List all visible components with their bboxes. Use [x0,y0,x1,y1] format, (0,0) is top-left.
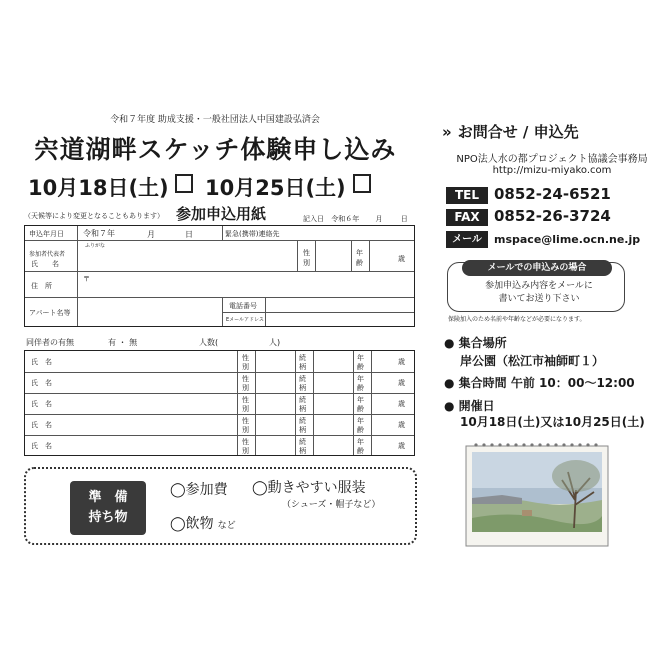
page-title: 宍道湖畔スケッチ体験申し込み [33,135,397,164]
companion-age-label-2: 齢 [357,426,364,434]
mail-instruction-line2: 書いてお送り下さい [498,294,580,304]
sketch-illustration [462,440,612,548]
companion-age-label-1: 年 [357,396,364,404]
companion-table [24,350,415,456]
website-link[interactable]: http://mizu-miyako.com [492,165,612,176]
companion-age-label-2: 齢 [357,363,364,371]
fax-number: 0852-26-3724 [494,207,611,225]
companion-sex-label-2: 別 [242,363,249,371]
companion-sex-label-2: 別 [242,405,249,413]
representative-name-label: 氏 名 [31,260,59,268]
item-drink [170,513,236,533]
address-label: 住 所 [31,282,52,290]
companion-name-label: 氏 名 [31,358,52,366]
companion-age-label-1: 年 [357,417,364,425]
meeting-time-value: 午前 10：00〜12:00 [510,376,635,390]
email-link[interactable]: mspace@lime.ocn.ne.jp [494,233,641,246]
items-badge-line2: 持ち物 [88,510,128,525]
items-badge-line1: 準 備 [88,490,128,505]
item-drink-label: ◯飲物 [170,516,214,532]
companion-sex-label-1: 性 [242,417,249,425]
companion-sex-label-2: 別 [242,447,249,455]
companion-age-label-2: 齢 [357,447,364,455]
apply-month: 月 [147,230,155,239]
postal-mark: 〒 [83,275,90,283]
companion-rel-label-2: 柄 [299,405,306,413]
apply-date-value[interactable]: 令和７年 [83,229,115,238]
event-dates: 10月18日(土)又は10月25日(土) [460,415,645,429]
form-title: 参加申込用紙 [176,205,267,223]
entry-date-month: 月 [375,215,383,223]
item-drink-suffix: など [217,521,236,531]
companion-rel-label-2: 柄 [299,363,306,371]
organization-name: NPO法人水の都プロジェクト協議会事務局 [456,154,648,165]
companion-sex-label-1: 性 [242,396,249,404]
companion-header [24,337,415,349]
companion-sex-label-1: 性 [242,438,249,446]
companion-age-unit: 歳 [398,421,405,429]
date-option-2: 10月25日(土) [205,176,346,200]
item-clothes: ◯動きやすい服装 [252,480,366,496]
companion-age-label-1: 年 [357,438,364,446]
weather-note: （天候等により変更となることもあります） [24,212,164,220]
event-date-label [444,397,495,414]
bullet-icon: ● [444,336,455,350]
companion-rel-label-2: 柄 [299,426,306,434]
companion-sex-label-2: 別 [242,426,249,434]
companion-sex-label-1: 性 [242,375,249,383]
companion-rel-label-1: 続 [299,354,306,362]
items-badge [70,481,146,535]
companion-label: 同伴者の有無 [26,338,74,347]
entry-date-day: 日 [400,215,408,223]
tel-number[interactable]: 0852-24-6521 [494,185,611,203]
tel-tag: TEL [446,187,488,204]
meeting-time [444,374,635,391]
companion-count-label: 人数( [199,338,219,347]
apartment-label: アパート名等 [29,309,71,317]
date-checkbox-1[interactable] [175,174,193,193]
mail-instruction-body [459,280,619,306]
event-date-label-text: 開催日 [458,399,495,413]
companion-rel-label-1: 続 [299,375,306,383]
entry-date [303,214,408,224]
phone-field[interactable] [268,299,410,311]
companion-rel-label-1: 続 [299,396,306,404]
companion-age-label-2: 齢 [357,384,364,392]
date-option-1: 10月18日(土) [28,176,169,200]
application-form [24,225,415,327]
apartment-field[interactable] [80,300,218,324]
mail-tag: メール [446,231,488,248]
representative-label: 参加者代表者 [29,251,66,258]
companion-age-label-1: 年 [357,354,364,362]
contact-heading [442,121,579,142]
companion-age-unit: 歳 [398,379,405,387]
companion-sex-label-1: 性 [242,354,249,362]
companion-options[interactable]: 有 ・ 無 [108,338,138,347]
phone-label: 電話番号 [229,302,257,310]
double-chevron-icon: » [442,123,452,141]
items-to-bring [24,467,417,545]
companion-count-unit: 人) [269,338,281,347]
rep-age-label-2: 齢 [356,259,363,267]
rep-age-unit: 歳 [398,255,405,263]
meeting-place-label-text: 集合場所 [458,336,507,350]
companion-name-label: 氏 名 [31,421,52,429]
rep-sex-label-2: 別 [303,259,310,267]
address-field[interactable] [80,273,410,295]
apply-day: 日 [185,230,193,239]
entry-date-label: 記入日 [303,215,324,223]
item-clothes-note: （シューズ・帽子など） [282,500,381,510]
mail-instruction-line1: 参加申込み内容をメールに [485,281,593,291]
insurance-note: 保険加入のため名前や年齢などが必要になります。 [448,316,586,323]
companion-age-unit: 歳 [398,442,405,450]
contact-heading-text: お問合せ / 申込先 [457,123,579,141]
fax-tag: FAX [446,209,488,226]
companion-age-unit: 歳 [398,358,405,366]
rep-age-label-1: 年 [356,249,363,257]
companion-rel-label-1: 続 [299,438,306,446]
companion-name-label: 氏 名 [31,442,52,450]
item-fee: ◯参加費 [170,482,228,498]
date-checkbox-2[interactable] [353,174,371,193]
companion-rel-label-2: 柄 [299,447,306,455]
mail-instruction-title: メールでの申込みの場合 [462,260,612,276]
representative-name-field[interactable] [80,248,294,268]
companion-age-label-2: 齢 [357,405,364,413]
bullet-icon: ● [444,399,455,413]
rep-sex-label-1: 性 [303,249,310,257]
email-field[interactable] [268,314,410,325]
meeting-time-label: 集合時間 [458,376,507,390]
companion-age-label-1: 年 [357,375,364,383]
sponsor-line: 令和７年度 助成支援・一般社団法人中国建設弘済会 [110,115,320,125]
companion-name-label: 氏 名 [31,400,52,408]
meeting-place-label [444,334,507,351]
companion-sex-label-2: 別 [242,384,249,392]
furigana-label: ふりがな [85,243,106,249]
companion-name-label: 氏 名 [31,379,52,387]
apply-date-label: 申込年月日 [29,230,64,238]
companion-age-unit: 歳 [398,400,405,408]
emergency-contact-label: 緊急(携帯)連絡先 [225,230,280,238]
bullet-icon: ● [444,376,455,390]
companion-rel-label-2: 柄 [299,384,306,392]
email-label: Eメールアドレス [226,317,264,323]
meeting-place: 岸公園（松江市袖師町１） [460,354,605,368]
entry-date-era: 令和６年 [331,215,360,223]
emergency-contact-field[interactable] [295,228,411,239]
companion-rel-label-1: 続 [299,417,306,425]
